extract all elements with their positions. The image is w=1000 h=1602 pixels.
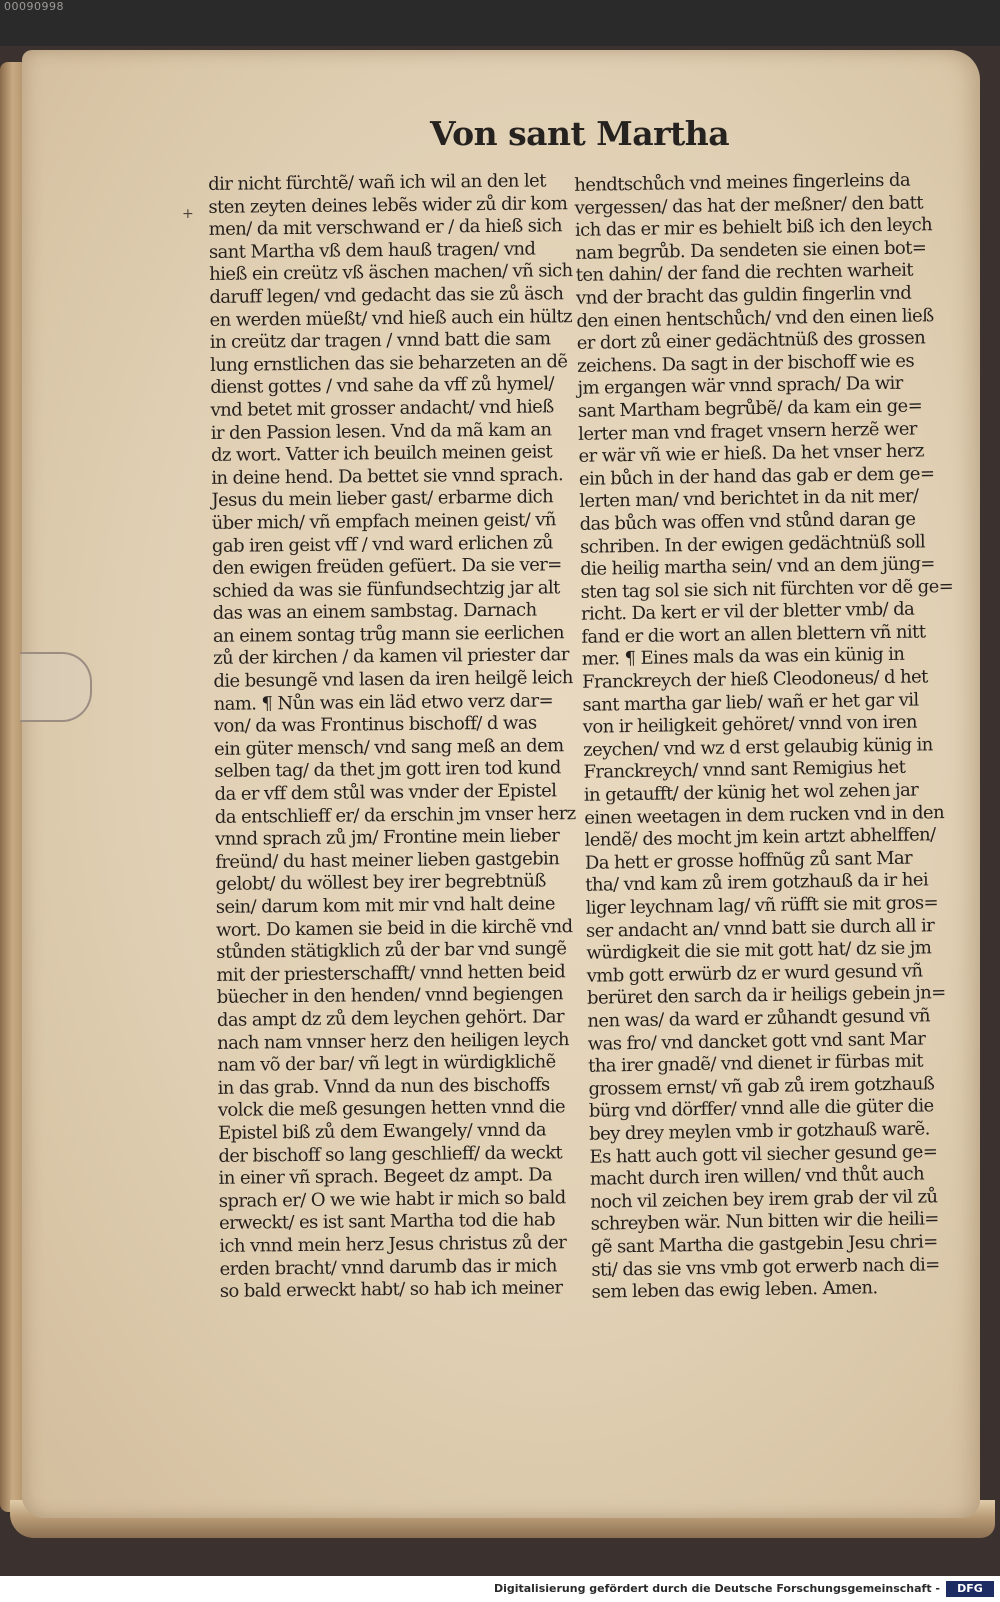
text-line: mer. ¶ Eines mals da was ein künig in (581, 644, 905, 671)
text-line: ser andacht an/ vnnd batt sie durch all ir (585, 914, 935, 942)
text-line: jm ergangen wär vnnd sprach/ Da wir (577, 373, 903, 400)
text-line: macht durch iren willen/ vnd thůt auch (589, 1163, 925, 1190)
text-line: ein güter mensch/ vnd sang meß an dem (214, 735, 564, 760)
text-line: lerten man/ vnd berichtet in da nit mer/ (579, 485, 919, 513)
text-line: hieß ein creütz vß äschen machen/ vñ sich (209, 260, 573, 286)
text-line: selben tag/ da thet jm gott iren tod kund (214, 757, 561, 783)
text-line: volck die meß gesungen hetten vnnd die (217, 1096, 566, 1122)
text-line: der bischoff so lang geschlieff/ da weckt (218, 1141, 563, 1167)
text-line: stůnden stätigklich zů der bar vnd sungẽ (216, 938, 567, 964)
text-line: schied da was sie fünfundsechtzig jar alt (212, 576, 560, 602)
text-line: zeychen/ vnd wz d erst gelaubig künig in (583, 734, 933, 761)
text-line: grossem ernst/ vñ gab zů irem gotzhauß (588, 1073, 935, 1100)
text-line: bey drey meylen vmb ir gotzhauß warẽ. (589, 1118, 930, 1145)
text-line: sten zeyten deines lebẽs wider zů dir kom (208, 192, 568, 218)
scan-top-strip (0, 0, 1000, 46)
text-line: nen was/ da ward er zůhandt gesund vñ (587, 1005, 931, 1032)
text-line: lendẽ/ des mocht jm kein artzt abhelffen/ (584, 824, 936, 852)
text-line: würdigkeit die sie mit gott hat/ dz sie jm (586, 937, 932, 964)
text-line: gab iren geist vff / vnd ward erlichen zů (211, 531, 553, 557)
text-line: den ewigen freüden gefüert. Da sie ver= (212, 554, 562, 579)
text-line: ir den Passion lesen. Vnd da mã kam an (210, 418, 552, 444)
text-line: lung ernstlichen das sie beharzeten an dẽ (209, 350, 568, 376)
text-line: dz wort. Vatter ich beuilch meinen geist (210, 441, 553, 467)
text-line: men/ da mit verschwand er / da hieß sich (208, 215, 563, 241)
text-line: in das grab. Vnnd da nun des bischoffs (217, 1074, 550, 1099)
margin-mark: + (182, 206, 194, 222)
text-line: in einer vñ sprach. Begeet dz ampt. Da (218, 1164, 553, 1189)
text-line: hendtschůch vnd meines fingerleins da (574, 169, 911, 196)
text-line: vnd betet mit grosser andacht/ vnd hieß (210, 396, 554, 421)
text-line: er wär vñ wie er hieß. Da het vnser herz (578, 440, 925, 467)
text-line: dienst gottes / vnd sahe da vff zů hymel/ (210, 373, 555, 399)
text-line: die besungẽ vnd lasen da iren heilgẽ leich (213, 667, 573, 692)
text-line: den einen hentschůch/ vnd den einen ließ (576, 304, 934, 332)
text-line: lerter man vnd fraget vnsern herzẽ wer (578, 418, 917, 445)
text-line: vnnd sprach zů jm/ Frontine mein lieber (214, 825, 560, 851)
text-line: Epistel biß zů dem Ewangely/ vnnd da (218, 1119, 547, 1144)
text-line: sein/ darum kom mit mir vnd halt deine (215, 893, 556, 918)
footer-credit-bar (0, 1578, 1000, 1602)
text-line: einen weetagen in dem rucken vnd in den (584, 801, 945, 829)
text-line: sprach er/ O we wie habt ir mich so bald (218, 1186, 566, 1212)
text-line: die heilig martha sein/ vnd an dem jüng= (580, 553, 935, 580)
text-line: Franckreych/ vnnd sant Remigius het (583, 757, 906, 784)
text-line: zeichens. Da sagt in der bischoff wie es (576, 350, 915, 377)
text-line: da entschlieff er/ da erschin jm vnser herz (214, 802, 576, 828)
text-line: er dort zů einer gedächtnüß des grossen (576, 327, 926, 354)
text-line: dir nicht fürchtẽ/ wañ ich wil an den let (208, 170, 546, 195)
text-line: Franckreych der hieß Cleodoneus/ d het (581, 666, 928, 693)
text-line: freünd/ du hast meiner lieben gastgebin (215, 848, 560, 873)
text-line: ich vnnd mein herz Jesus christus zů der (219, 1232, 567, 1257)
text-line: das bůch was offen vnd stůnd daran ge (579, 508, 916, 535)
text-line: bürg vnd dörffer/ vnnd alle die güter die (588, 1095, 934, 1123)
text-line: en werden müeßt/ vnd hieß auch ein hültz (209, 305, 573, 331)
text-line: über mich/ vñ empfach meinen geist/ vñ (211, 509, 556, 534)
text-line: fand er die wort an allen blettern vñ nitt (581, 621, 926, 648)
text-line: schreyben wär. Nun bitten wir die heili= (590, 1208, 939, 1236)
text-line: zů der kirchen / da kamen vil priester dar (213, 644, 569, 670)
running-head: Von sant Martha (430, 114, 730, 153)
text-line: erden bracht/ vnnd darumb das ir mich (219, 1254, 557, 1280)
text-line: das was an einem sambstag. Darnach (212, 599, 537, 625)
text-line: vergessen/ das hat der meßner/ den batt (574, 191, 924, 219)
left-text-column (208, 170, 580, 1303)
text-line: ich das er mir es behielt biß ich den leych (574, 214, 933, 242)
text-line: von ir heiligkeit gehöret/ vnnd von iren (582, 711, 918, 739)
text-line: nam. ¶ Nůn was ein läd etwo verz dar= (213, 689, 554, 715)
text-line: gelobt/ du wöllest bey irer begrebtnüß (215, 870, 546, 896)
text-line: tha/ vnd kam zů irem gotzhauß da ir hei (585, 869, 929, 897)
text-line: vnd der bracht das guldin fingerlin vnd (575, 282, 912, 309)
text-line: wort. Do kamen sie beid in die kirchẽ vnd (215, 915, 573, 941)
text-line: vmb gott erwürb dz er wurd gesund vñ (586, 960, 923, 987)
text-line: sti/ das sie vns vmb got erwerb nach di= (591, 1253, 940, 1281)
text-line: Da hett er grosse hoffnũg zů sant Mar (584, 847, 913, 874)
text-line: ein bůch in der hand das gab er dem ge= (578, 462, 935, 490)
text-line: büecher in den henden/ vnnd begiengen (216, 983, 564, 1009)
text-line: mit der priesterschafft/ vnnd hetten beid (216, 961, 566, 986)
text-line: nam võ der bar/ vñ legt in würdigklichẽ (217, 1051, 556, 1077)
text-line: berüret den sarch da ir heiligs gebein jn= (586, 982, 946, 1010)
text-line: nam begrůb. Da sendeten sie einen bot= (575, 237, 927, 264)
funding-credit: Digitalisierung gefördert durch die Deutsche Forschungsgemeinschaft - (493, 1582, 940, 1595)
scan-id-label: 00090998 (4, 0, 64, 13)
text-line: noch vil zeichen bey irem grab der vil zů (590, 1186, 938, 1213)
text-line: sem leben das ewig leben. Amen. (591, 1277, 878, 1303)
text-line: in deine hend. Da bettet sie vnnd sprach. (211, 463, 564, 489)
text-line: sten tag sol sie sich nit fürchten vor dẽ ge= (580, 575, 954, 603)
text-line: in creütz dar tragen / vnnd batt die sam (209, 328, 551, 354)
text-line: so bald erweckt habt/ so hab ich meiner (219, 1277, 563, 1302)
text-line: sant martha gar lieb/ wañ er het gar vil (582, 689, 919, 716)
text-line: von/ da was Frontinus bischoff/ d was (213, 712, 537, 738)
text-line: gẽ sant Martha die gastgebin Jesu chri= (590, 1231, 938, 1258)
text-line: das ampt dz zů dem leychen gehört. Dar (216, 1006, 565, 1031)
text-line: richt. Da kert er vil der bletter vmb/ da (580, 598, 915, 626)
text-line: an einem sontag trůg mann sie eerlichen (212, 622, 565, 647)
page-tab-marker (20, 652, 92, 722)
text-line: erweckt/ es ist sant Martha tod die hab (218, 1209, 556, 1235)
dfg-logo: DFG (946, 1581, 994, 1597)
text-line: was fro/ vnd dancket gott vnd sant Mar (587, 1028, 926, 1055)
text-line: Jesus du mein lieber gast/ erbarme dich (211, 486, 554, 512)
text-line: ten dahin/ der fand die rechten warheit (575, 259, 914, 287)
text-line: daruff legen/ vnd gedacht das sie zů äsch (209, 283, 564, 308)
text-line: tha irer gnadẽ/ vnd dienet ir fürbas mit (587, 1050, 924, 1077)
text-line: in getaufft/ der künig het wol zehen jar (583, 779, 919, 806)
text-line: sant Martham begrůbẽ/ da kam ein ge= (577, 395, 923, 422)
text-line: Es hatt auch gott vil siecher gesund ge= (589, 1140, 938, 1168)
text-line: schriben. In der ewigen gedächtnüß soll (579, 530, 926, 558)
right-text-column (574, 169, 954, 1304)
text-line: sant Martha vß dem hauß tragen/ vnd (208, 238, 536, 263)
text-line: da er vff dem stůl was vnder der Epistel (214, 780, 557, 805)
text-line: liger leychnam lag/ vñ rüfft sie mit gros= (585, 892, 939, 919)
text-line: nach nam vnnser herz den heiligen leych (217, 1028, 570, 1054)
